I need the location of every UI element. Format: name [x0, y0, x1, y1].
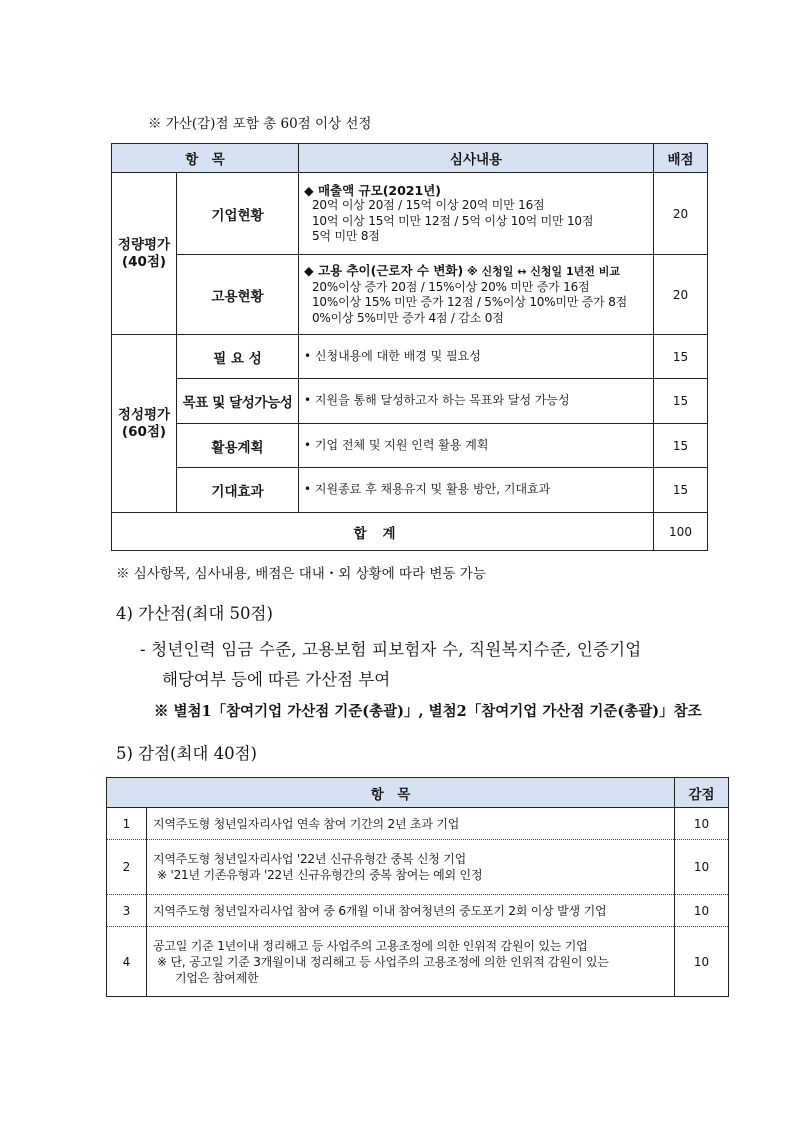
row-deduction: 10 [675, 927, 729, 997]
section-4-title: 4) 가산점(최대 50점) [116, 604, 273, 623]
row-note: ※ 단, 공고일 기준 3개월이내 정리해고 등 사업주의 고용조정에 의한 인위적 감원이 있는 [157, 954, 609, 969]
item-score: 15 [654, 424, 708, 468]
item-content: • 지원을 통해 달성하고자 하는 목표와 달성 가능성 [299, 379, 654, 424]
total-label: 합계 [112, 513, 654, 551]
row-deduction: 10 [675, 895, 729, 927]
table-row [112, 335, 708, 379]
total-score: 100 [654, 513, 708, 551]
item-score: 15 [654, 335, 708, 379]
item-label: 기업현황 [177, 173, 299, 255]
row-content [147, 808, 675, 840]
section-4-bullet: - 청년인력 임금 수준, 고용보험 피보험자 수, 직원복지수준, 인증기업 [140, 640, 642, 659]
item-score: 20 [654, 255, 708, 335]
content-line: 10%이상 15% 미만 증가 12점 / 5%이상 10%미만 증가 8점 [312, 295, 628, 309]
item-content [299, 255, 654, 335]
row-content [147, 895, 675, 927]
row-line: 공고일 기준 1년이내 정리해고 등 사업주의 고용조정에 의한 인위적 감원이 있는 기업 [153, 938, 588, 953]
header-score: 배점 [654, 144, 708, 173]
header-item: 항 목 [112, 144, 299, 173]
content-title: ◆ 매출액 규모(2021년) [304, 182, 441, 198]
content-line: 20%이상 증가 20점 / 15%이상 20% 미만 증가 16점 [312, 279, 590, 294]
header-item: 항 목 [107, 778, 675, 808]
section-5-title: 5) 감점(최대 40점) [116, 744, 257, 763]
row-number: 2 [107, 840, 147, 895]
row-deduction: 10 [675, 808, 729, 840]
row-note-continuation: 기업은 참여제한 [175, 970, 259, 985]
section-4-reference: ※ 별첨1「참여기업 가산점 기준(총괄)」, 별첨2「참여기업 가산점 기준(총괄)」참조 [154, 703, 702, 720]
table-row [112, 468, 708, 513]
row-line: 지역주도형 청년일자리사업 '22년 신규유형간 중복 신청 기업 [153, 852, 467, 866]
row-line: 지역주도형 청년일자리사업 참여 중 6개월 이내 참여청년의 중도포기 2회 이상 발생 기업 [153, 903, 607, 918]
row-number: 1 [107, 808, 147, 840]
deduction-table [106, 777, 729, 997]
content-line: 0%이상 5%미만 증가 4점 / 감소 0점 [312, 310, 504, 325]
item-label: 목표 및 달성가능성 [177, 379, 299, 424]
content-line: 10억 이상 15억 미만 12점 / 5억 이상 10억 미만 10점 [312, 213, 594, 228]
table-header-row [112, 144, 708, 173]
table-header-row [107, 778, 729, 808]
intro-note: ※ 가산(감)점 포함 총 60점 이상 선정 [148, 116, 372, 132]
item-score: 20 [654, 173, 708, 255]
item-score: 15 [654, 468, 708, 513]
table-row [107, 808, 729, 840]
header-deduction: 감점 [675, 778, 729, 808]
item-label: 고용현황 [177, 255, 299, 335]
row-number: 3 [107, 895, 147, 927]
evaluation-criteria-table [111, 143, 708, 551]
table-row [112, 424, 708, 468]
row-deduction: 10 [675, 840, 729, 895]
category-label: 정성평가 [117, 406, 171, 423]
content-line: 20억 이상 20점 / 15억 이상 20억 미만 16점 [312, 198, 545, 212]
table-row [112, 379, 708, 424]
item-content [299, 173, 654, 255]
change-note: ※ 심사항목, 심사내용, 배점은 대내・외 상황에 따라 변동 가능 [116, 566, 486, 582]
row-note: ※ '21년 기존유형과 '22년 신규유형간의 중복 참여는 예외 인정 [157, 868, 483, 882]
item-content: • 신청내용에 대한 배경 및 필요성 [299, 335, 654, 379]
content-title: ◆ 고용 추이(근로자 수 변화) [304, 263, 464, 278]
item-content: • 지원종료 후 채용유지 및 활용 방안, 기대효과 [299, 468, 654, 513]
category-points: (40점) [121, 253, 167, 270]
item-label: 활용계획 [177, 424, 299, 468]
item-score: 15 [654, 379, 708, 424]
row-line: 지역주도형 청년일자리사업 연속 참여 기간의 2년 초과 기업 [153, 816, 460, 831]
table-row [112, 173, 708, 255]
category-qualitative [112, 335, 177, 513]
category-points: (60점) [121, 423, 167, 440]
item-content: • 기업 전체 및 지원 인력 활용 계획 [299, 424, 654, 468]
table-row [112, 255, 708, 335]
content-line: 5억 미만 8점 [312, 229, 380, 243]
item-label: 필 요 성 [177, 335, 299, 379]
category-quantitative [112, 173, 177, 335]
item-label: 기대효과 [177, 468, 299, 513]
row-number: 4 [107, 927, 147, 997]
category-label: 정량평가 [117, 236, 171, 253]
total-row [112, 513, 708, 551]
header-content: 심사내용 [299, 144, 654, 173]
table-row [107, 927, 729, 997]
content-subnote: ※ 신청일 ↔ 신청일 1년전 비교 [467, 265, 621, 278]
row-content [147, 840, 675, 895]
row-content [147, 927, 675, 997]
table-row [107, 840, 729, 895]
table-row [107, 895, 729, 927]
section-4-bullet-continuation: 해당여부 등에 따른 가산점 부여 [162, 670, 391, 689]
